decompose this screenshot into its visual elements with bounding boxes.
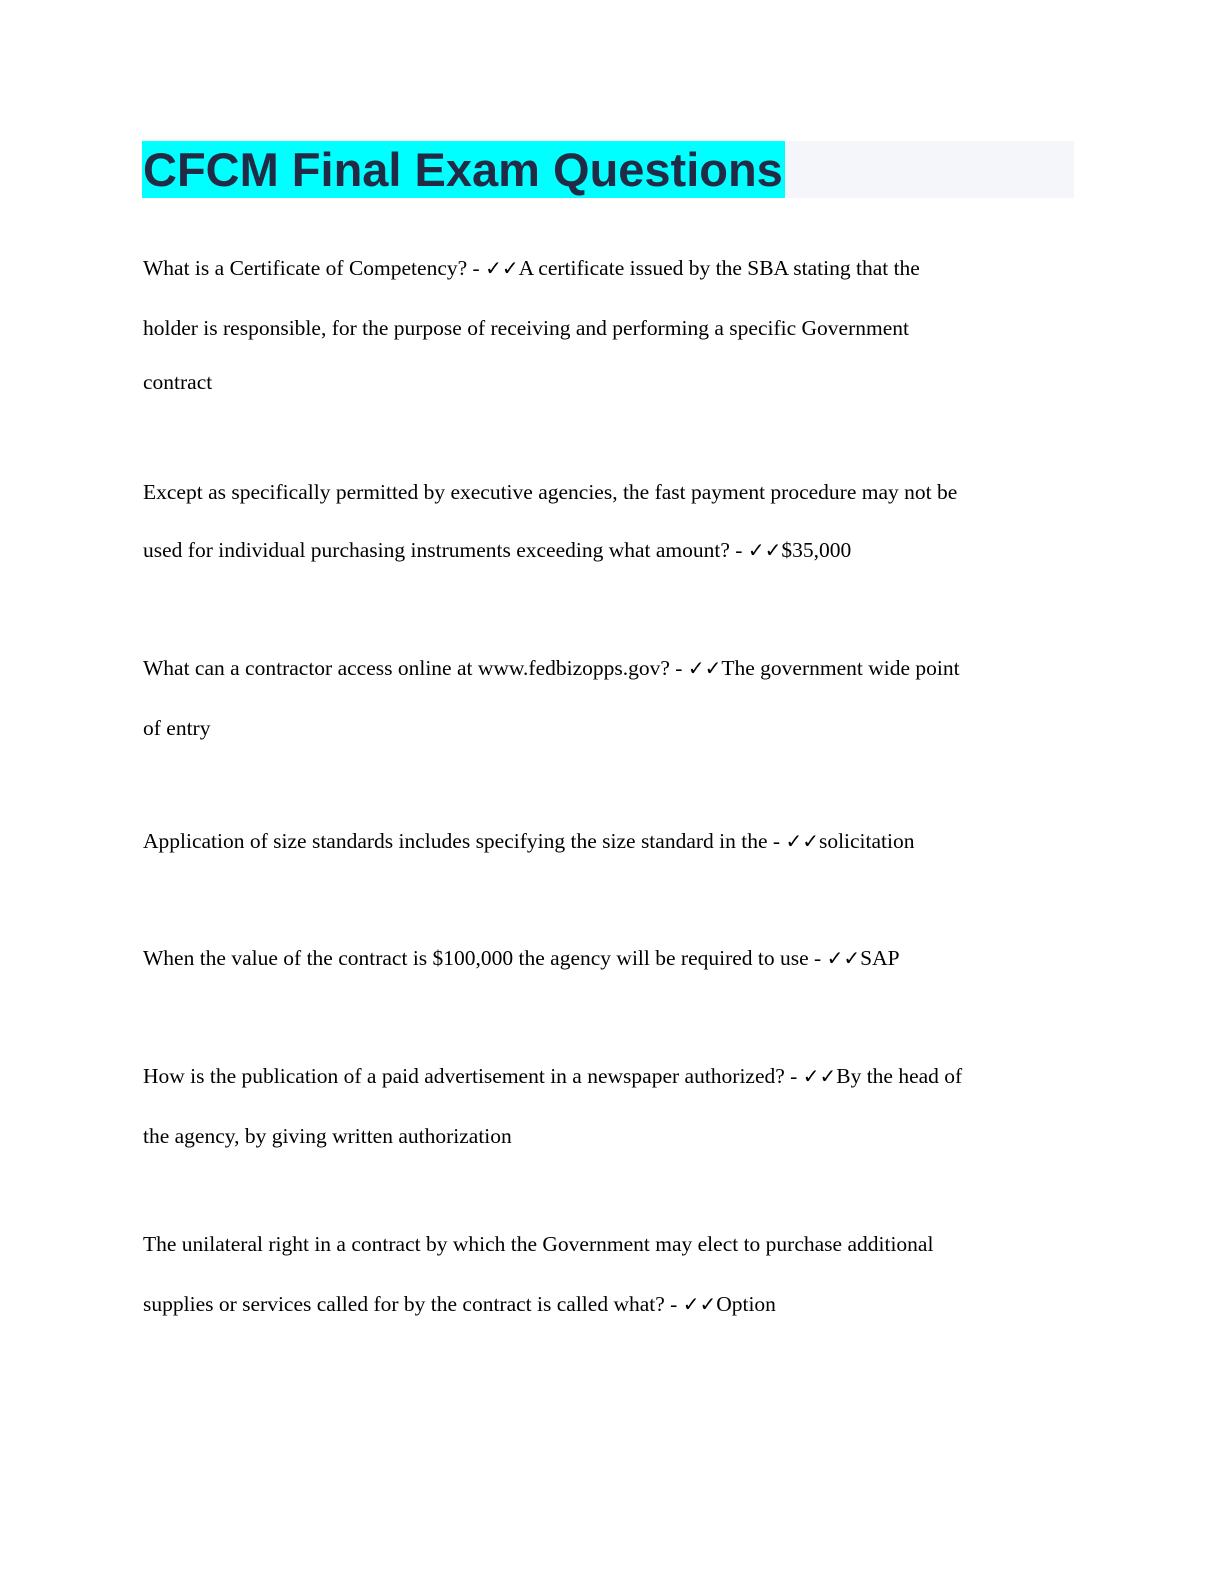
answer-text: SAP xyxy=(860,946,900,970)
qa-text: Application of size standards includes specifying the size standard in the - xyxy=(143,829,786,853)
qa-text: holder is responsible, for the purpose of receiving and performing a specific Government xyxy=(143,316,909,340)
qa-line xyxy=(143,656,1063,681)
double-check-icon: ✓✓ xyxy=(802,1064,837,1088)
qa-line xyxy=(143,1064,1063,1089)
qa-text: contract xyxy=(143,370,213,394)
qa-text: used for individual purchasing instruments exceeding what amount? - xyxy=(143,538,748,562)
answer-text: $35,000 xyxy=(781,538,852,562)
answer-text: By the head of xyxy=(836,1064,963,1088)
qa-line xyxy=(143,1124,1063,1149)
qa-text: What can a contractor access online at www.fedbizopps.gov? - xyxy=(143,656,688,680)
double-check-icon: ✓✓ xyxy=(485,256,519,280)
qa-line xyxy=(143,1232,1063,1257)
qa-line xyxy=(143,256,1063,281)
answer-text: Option xyxy=(716,1292,776,1316)
qa-line xyxy=(143,829,1063,854)
double-check-icon: ✓✓ xyxy=(682,1292,717,1316)
qa-line xyxy=(143,946,1063,971)
page-title: CFCM Final Exam Questions xyxy=(143,143,783,196)
qa-line xyxy=(143,370,1063,395)
double-check-icon: ✓✓ xyxy=(785,829,819,853)
qa-line xyxy=(143,480,1063,505)
qa-text: Except as specifically permitted by executive agencies, the fast payment procedure may not be xyxy=(143,480,958,504)
qa-text: supplies or services called for by the contract is called what? - xyxy=(143,1292,683,1316)
qa-text: What is a Certificate of Competency? - xyxy=(143,256,486,280)
qa-text: How is the publication of a paid advertisement in a newspaper authorized? - xyxy=(143,1064,803,1088)
answer-text: The government wide point xyxy=(721,656,960,680)
qa-line xyxy=(143,1292,1063,1317)
double-check-icon: ✓✓ xyxy=(687,656,722,680)
double-check-icon: ✓✓ xyxy=(826,946,861,970)
qa-text: When the value of the contract is $100,000 the agency will be required to use - xyxy=(143,946,827,970)
double-check-icon: ✓✓ xyxy=(747,538,782,562)
qa-line xyxy=(143,538,1063,563)
qa-text: of entry xyxy=(143,716,211,740)
qa-text: the agency, by giving written authorization xyxy=(143,1124,512,1148)
qa-text: The unilateral right in a contract by which the Government may elect to purchase additional xyxy=(143,1232,934,1256)
answer-text: solicitation xyxy=(818,829,915,853)
qa-line xyxy=(143,716,1063,741)
qa-line xyxy=(143,316,1063,341)
answer-text: A certificate issued by the SBA stating that the xyxy=(518,256,920,280)
